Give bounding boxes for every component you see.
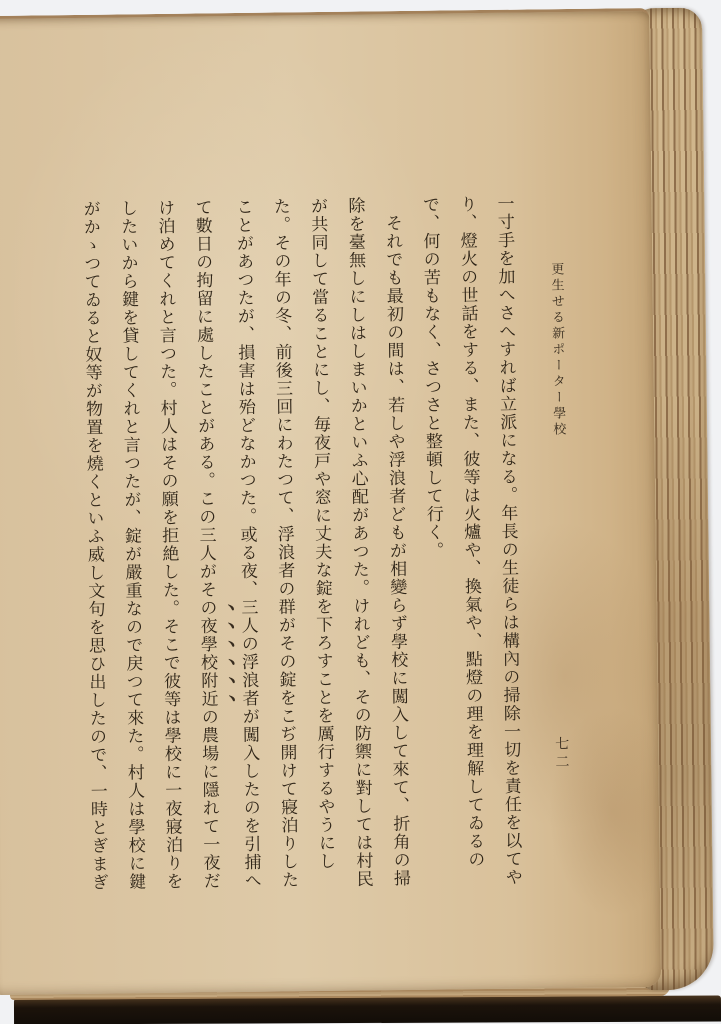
book-page (0, 8, 661, 995)
paragraph-text: が闖入したのを引捕へて數日の拘留に處したことがある。この三人がその夜學校附近の農場に隱れて一夜だけ泊めてくれと言つた。村人はその願を拒絶した。そこで彼等は學校に一夜寢泊りをしたいから鍵を貸してくれと言つたが、錠が嚴重なので戻つて來た。村人は學校に鍵がかゝつてゐると奴等が物置を燒くといふ威し文句を思ひ出したので、一時とぎまぎ (79, 198, 261, 892)
running-head: 更生せる新ポーター學校 (548, 262, 566, 439)
paragraph-text: それでも最初の間は、若しや浮浪者どもが相變らず學校に闖入して來て、折角の掃除を臺無しにしはしまいかといふ心配があつた。けれども、その防禦に對しては村民が共同して當ることにし、毎夜戸や窓に丈夫な錠を下ろすことを厲行するやうにした。その年の冬、前後三回にわたつて、浮浪者の群がその錠をこぢ開けて寢泊りしたことがあつたが、損害は殆どなかつた。或る夜、 (232, 196, 411, 890)
paragraph (70, 196, 418, 896)
body-text (73, 195, 529, 896)
page-number: 七二 (553, 736, 570, 773)
book-bottom-shadow (14, 995, 721, 1024)
emphasized-text: 三人の浮浪者 (237, 598, 259, 708)
paragraph (410, 195, 530, 892)
paragraph-text: 一寸手を加へさへすれば立派になる。年長の生徒らは構內の掃除一切を責任を以てやり、燈火の世話をする、また、彼等は火爐や、換氣や、點燈の理を理解してゐるので、何の苦もなく、さつさと整頓して行く。 (418, 194, 522, 887)
